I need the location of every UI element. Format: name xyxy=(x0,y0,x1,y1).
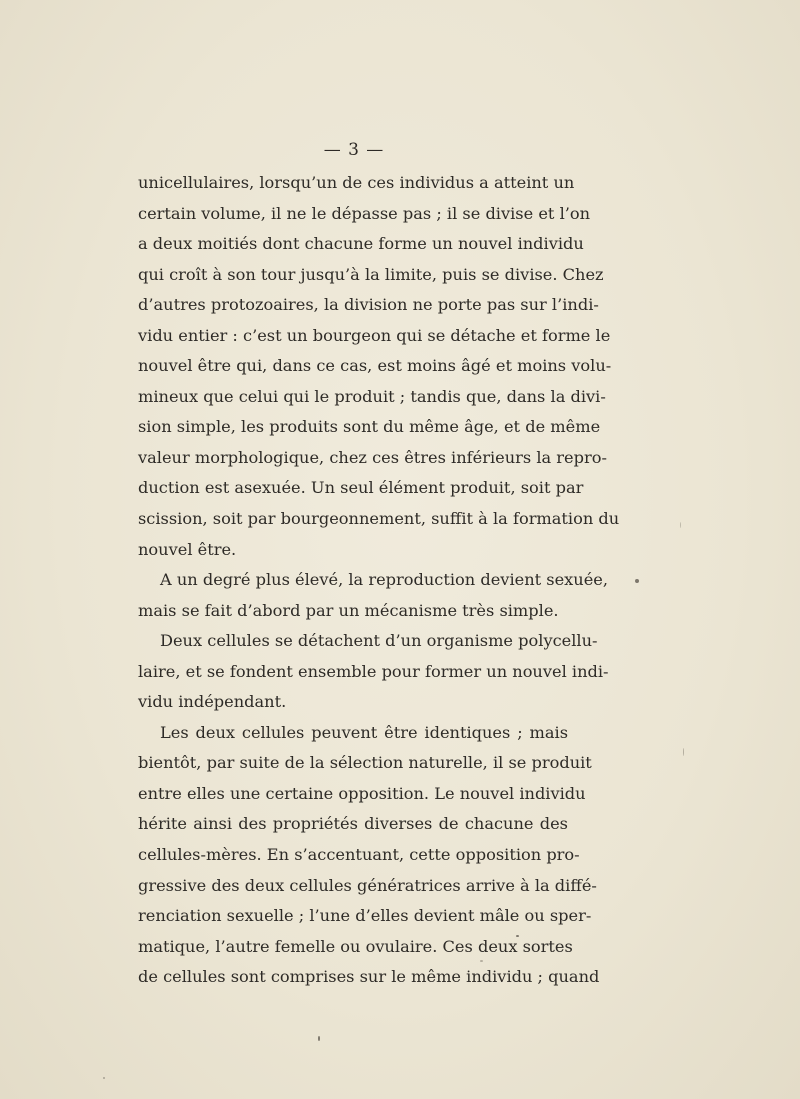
text-line: nouvel être qui, dans ce cas, est moins âgé et moins volu- xyxy=(138,356,612,376)
text-line: valeur morphologique, chez ces êtres inférieurs la repro- xyxy=(138,447,607,467)
text-line: gressive des deux cellules génératrices arrive à la diffé- xyxy=(138,875,597,895)
paper-speck xyxy=(480,960,483,962)
text-line: mineux que celui qui le produit ; tandis que, dans la divi- xyxy=(138,386,606,406)
paragraph-start-line: Deux cellules se détachent d’un organisme polycellu- xyxy=(160,631,598,651)
text-line: laire, et se fondent ensemble pour former un nouvel indi- xyxy=(138,661,609,681)
text-line: cellules-mères. En s’accentuant, cette opposition pro- xyxy=(138,845,580,865)
paper-speck xyxy=(103,1077,105,1079)
text-line: renciation sexuelle ; l’une d’elles devient mâle ou sper- xyxy=(138,906,592,926)
text-line: scission, soit par bourgeonnement, suffit à la formation du xyxy=(138,509,620,529)
paragraph-end-line: mais se fait d’abord par un mécanisme très simple. xyxy=(138,600,559,620)
text-line: d’autres protozoaires, la division ne porte pas sur l’indi- xyxy=(138,295,599,315)
body-text xyxy=(138,168,620,993)
paragraph-start-line: Les deux cellules peuvent être identiques ; mais xyxy=(160,722,568,742)
text-line: unicellulaires, lorsqu’un de ces individus a atteint un xyxy=(138,173,575,192)
paper-speck xyxy=(516,935,519,937)
text-line: matique, l’autre femelle ou ovulaire. Ces deux sortes xyxy=(138,936,573,956)
page-number: — 3 — xyxy=(323,140,385,160)
text-line: sion simple, les produits sont du même âge, et de même xyxy=(138,417,601,437)
text-line: hérite ainsi des propriétés diverses de chacune des xyxy=(138,814,568,834)
text-line: vidu entier : c’est un bourgeon qui se détache et forme le xyxy=(138,325,611,345)
paper-speck xyxy=(680,522,681,528)
paper-speck xyxy=(635,579,639,583)
paragraph-start-line: A un degré plus élevé, la reproduction devient sexuée, xyxy=(160,570,609,590)
text-line: certain volume, il ne le dépasse pas ; il se divise et l’on xyxy=(138,203,591,223)
text-line: duction est asexuée. Un seul élément produit, soit par xyxy=(138,478,584,498)
text-line: a deux moitiés dont chacune forme un nouvel individu xyxy=(138,234,584,254)
paper-speck xyxy=(683,748,684,756)
text-line: qui croît à son tour jusqu’à la limite, puis se divise. Chez xyxy=(138,264,604,284)
paper-speck xyxy=(318,1036,320,1041)
text-line: bientôt, par suite de la sélection naturelle, il se produit xyxy=(138,753,592,773)
text-line: de cellules sont comprises sur le même individu ; quand xyxy=(138,967,600,987)
paragraph-end-line: vidu indépendant. xyxy=(138,692,287,712)
text-line: entre elles une certaine opposition. Le nouvel individu xyxy=(138,783,586,803)
paragraph-end-line: nouvel être. xyxy=(138,539,237,559)
